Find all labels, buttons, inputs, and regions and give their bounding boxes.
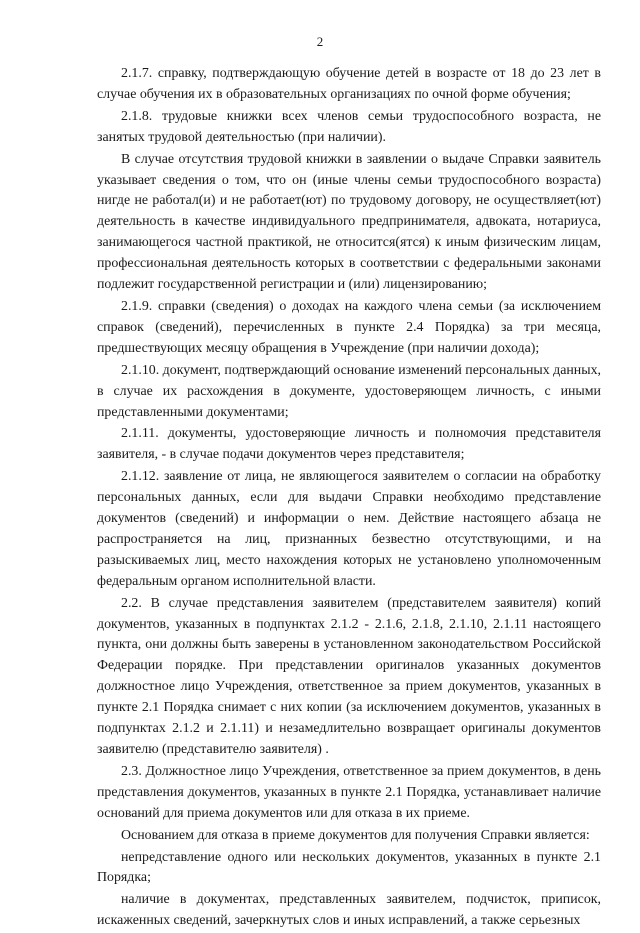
paragraph-2-2: 2.2. В случае представления заявителем (представителем заявителя) копий документов, указанных в подпунктах 2.1.2 - 2.1.6, 2.1.8, 2.1.10, 2.1.11 настоящего пункта, они должны быть заверены в установленном законодательством Российской Федерации порядке. При представлении оригиналов указанных документов должностное лицо Учреждения, ответственное за прием документов, указанных в пункте 2.1 Порядка снимает с них копии (за исключением документов, указанных в подпунктах 2.1.2 и 2.1.11) и незамедлительно возвращает оригиналы документов заявителю (представителю заявителя) . bbox=[97, 595, 601, 757]
paragraph-2-3: 2.3. Должностное лицо Учреждения, ответственное за прием документов, в день представления документов, указанных в пункте 2.1 Порядка, устанавливает наличие оснований для приема документов или для отказа в их приеме. bbox=[97, 763, 601, 821]
paragraph-2-1-12: 2.1.12. заявление от лица, не являющегося заявителем о согласии на обработку персональных данных, если для выдачи Справки необходимо представление документов (сведений) и информации о нем. Действие настоящего абзаца не распространяется на лиц, признанных безвестно отсутствующими, и на разыскиваемых лиц, место нахождения которых не установлено уполномоченным федеральным органом исполнительной власти. bbox=[97, 469, 601, 589]
paragraph-refusal-grounds: Основанием для отказа в приеме документов для получения Справки является: bbox=[121, 827, 590, 843]
paragraph-2-1-8: 2.1.8. трудовые книжки всех членов семьи трудоспособного возраста, не занятых трудовой деятельностью (при наличии). bbox=[97, 108, 601, 145]
paragraph-2-1-11: 2.1.11. документы, удостоверяющие личность и полномочия представителя заявителя, - в случае подачи документов через представителя; bbox=[97, 426, 601, 463]
paragraph-2-1-9: 2.1.9. справки (сведения) о доходах на каждого члена семьи (за исключением справок (сведений), перечисленных в пункте 2.4 Порядка) за три месяца, предшествующих месяцу обращения в Учреждение (при наличии дохода); bbox=[97, 298, 601, 356]
paragraph-2-1-7: 2.1.7. справку, подтверждающую обучение детей в возрасте от 18 до 23 лет в случае обучения их в образовательных организациях по очной форме обучения; bbox=[97, 66, 601, 102]
paragraph-missing-documents: непредставление одного или нескольких документов, указанных в пункте 2.1 Порядка; bbox=[97, 849, 601, 886]
page-number: 2 bbox=[316, 34, 324, 49]
paragraph-corrections: наличие в документах, представленных заявителем, подчисток, приписок, искаженных сведений, зачеркнутых слов и иных исправлений, а также серьезных bbox=[97, 892, 601, 929]
document-body bbox=[97, 64, 601, 933]
paragraph-2-1-10: 2.1.10. документ, подтверждающий основание изменений персональных данных, в случае их расхождения в документе, удостоверяющем личность, с иными представленными документами; bbox=[97, 362, 601, 420]
paragraph-no-work-book: В случае отсутствия трудовой книжки в заявлении о выдаче Справки заявитель указывает сведения о том, что он (иные члены семьи трудоспособного возраста) нигде не работал(и) и не работает(ют) по трудовому договору, не осуществляет(ют) деятельность в качестве индивидуального предпринимателя, адвоката, нотариуса, занимающегося частной практикой, не относится(ятся) к иным физическим лицам, профессиональная деятельность которых в соответствии с федеральными законами подлежит государственной регистрации и (или) лицензированию; bbox=[97, 151, 601, 293]
